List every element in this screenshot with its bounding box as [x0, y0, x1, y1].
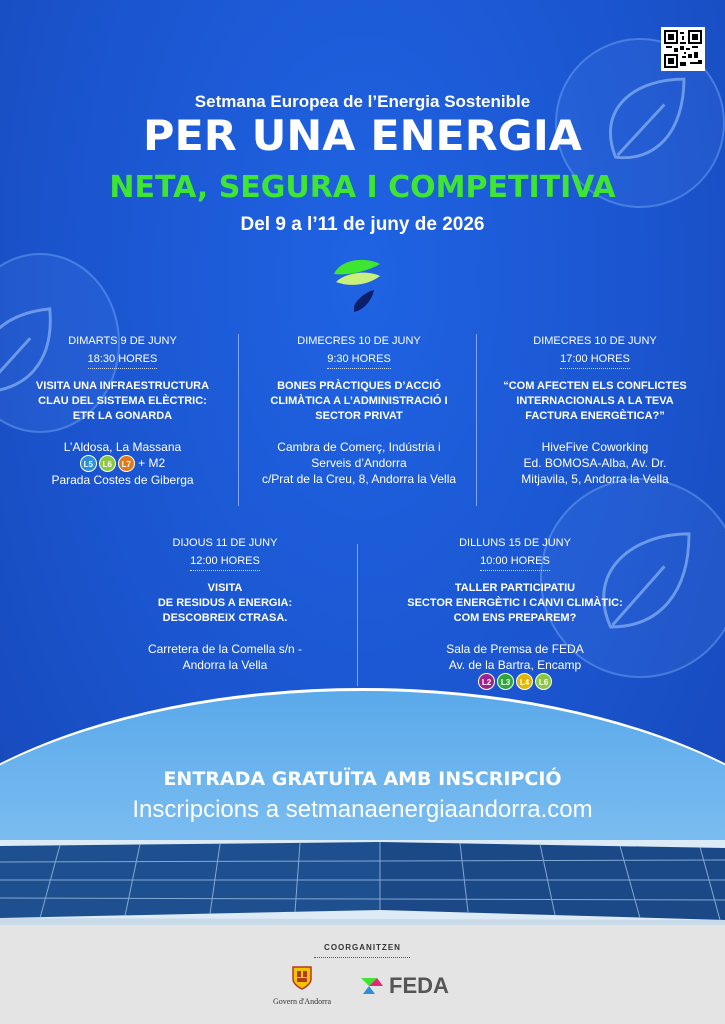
- registration-link[interactable]: Inscripcions a setmanaenergiaandorra.com: [132, 796, 593, 823]
- page-title: PER UNA ENERGIA: [143, 111, 582, 160]
- feda-mark-icon: [361, 974, 385, 998]
- event-card: [480, 334, 710, 487]
- event-subtitle: Setmana Europea de l’Energia Sostenible: [194, 92, 531, 111]
- event-card: [245, 334, 473, 487]
- column-divider: [357, 544, 358, 686]
- event-location: Cambra de Comerç, Indústria i Serveis d’Andorra c/Prat de la Creu, 8, Andorra la Vella: [261, 440, 457, 486]
- bus-line-badge: L6: [535, 673, 552, 690]
- event-location: Carretera de la Comella s/n - Andorra la Vella: [147, 642, 303, 672]
- bus-line-badge: L7: [118, 455, 135, 472]
- event-title: BONES PRÀCTIQUES D’ACCIÓ CLIMÀTICA A L’ADMINISTRACIÓ I SECTOR PRIVAT: [270, 380, 448, 422]
- coat-of-arms-icon: [291, 965, 313, 991]
- bus-stop: Parada Costes de Giberga: [51, 473, 194, 488]
- bus-lines: [10, 455, 235, 472]
- event-time: 12:00 HORES: [190, 554, 260, 571]
- event-title: TALLER PARTICIPATIU SECTOR ENERGÈTIC I CANVI CLIMÀTIC: COM ENS PREPAREM?: [407, 582, 623, 624]
- event-day: DIJOUS 11 DE JUNY: [172, 537, 278, 549]
- event-day: DILLUNS 15 DE JUNY: [459, 537, 571, 549]
- event-location: Sala de Premsa de FEDA Av. de la Bartra, Encamp: [446, 642, 584, 672]
- govern-andorra-logo: [262, 965, 342, 1006]
- brand-logo: [330, 254, 386, 316]
- event-time: 10:00 HORES: [480, 554, 550, 571]
- bus-line-badge: L3: [497, 673, 514, 690]
- event-dates: Del 9 a l’11 de juny de 2026: [240, 214, 485, 235]
- title-highlight: NETA, SEGURA I COMPETITIVA: [109, 170, 616, 205]
- bus-line-badge: L6: [99, 455, 116, 472]
- bus-line-extra: + M2: [138, 456, 166, 470]
- column-divider: [238, 334, 239, 506]
- event-card: [10, 334, 235, 488]
- divider: [314, 957, 410, 958]
- event-location: L’Aldosa, La Massana: [63, 440, 182, 454]
- bus-line-badge: L2: [478, 673, 495, 690]
- event-time: 18:30 HORES: [88, 352, 158, 369]
- event-title: VISITA DE RESIDUS A ENERGIA: DESCOBREIX CTRASA.: [157, 582, 293, 624]
- coorganizers-label: COORGANITZEN: [324, 943, 401, 952]
- qr-code[interactable]: [661, 27, 705, 71]
- govern-label: Govern d'Andorra: [272, 997, 332, 1006]
- qr-code-icon: [664, 30, 702, 68]
- event-title: “COM AFECTEN ELS CONFLICTES INTERNACIONALS A LA TEVA FACTURA ENERGÈTICA?”: [503, 380, 687, 422]
- event-time: 9:30 HORES: [327, 352, 391, 369]
- event-time: 17:00 HORES: [560, 352, 630, 369]
- event-day: DIMECRES 10 DE JUNY: [533, 335, 657, 347]
- event-day: DIMARTS 9 DE JUNY: [68, 335, 177, 347]
- event-day: DIMECRES 10 DE JUNY: [297, 335, 421, 347]
- column-divider: [476, 334, 477, 506]
- event-card: [380, 536, 650, 690]
- event-location: HiveFive Coworking Ed. BOMOSA-Alba, Av. Dr. Mitjavila, 5, Andorra la Vella: [521, 440, 669, 486]
- feda-logo: [361, 973, 449, 999]
- cta-title: ENTRADA GRATUÏTA AMB INSCRIPCIÓ: [163, 768, 562, 790]
- bus-line-badge: L4: [516, 673, 533, 690]
- bus-lines: [380, 673, 650, 690]
- feda-label: FEDA: [389, 973, 449, 998]
- footer: [0, 925, 725, 1024]
- solar-panels-image: [0, 840, 725, 925]
- bus-line-badge: L5: [80, 455, 97, 472]
- event-card: [105, 536, 345, 673]
- event-title: VISITA UNA INFRAESTRUCTURA CLAU DEL SISTEMA ELÈCTRIC: ETR LA GONARDA: [35, 380, 210, 422]
